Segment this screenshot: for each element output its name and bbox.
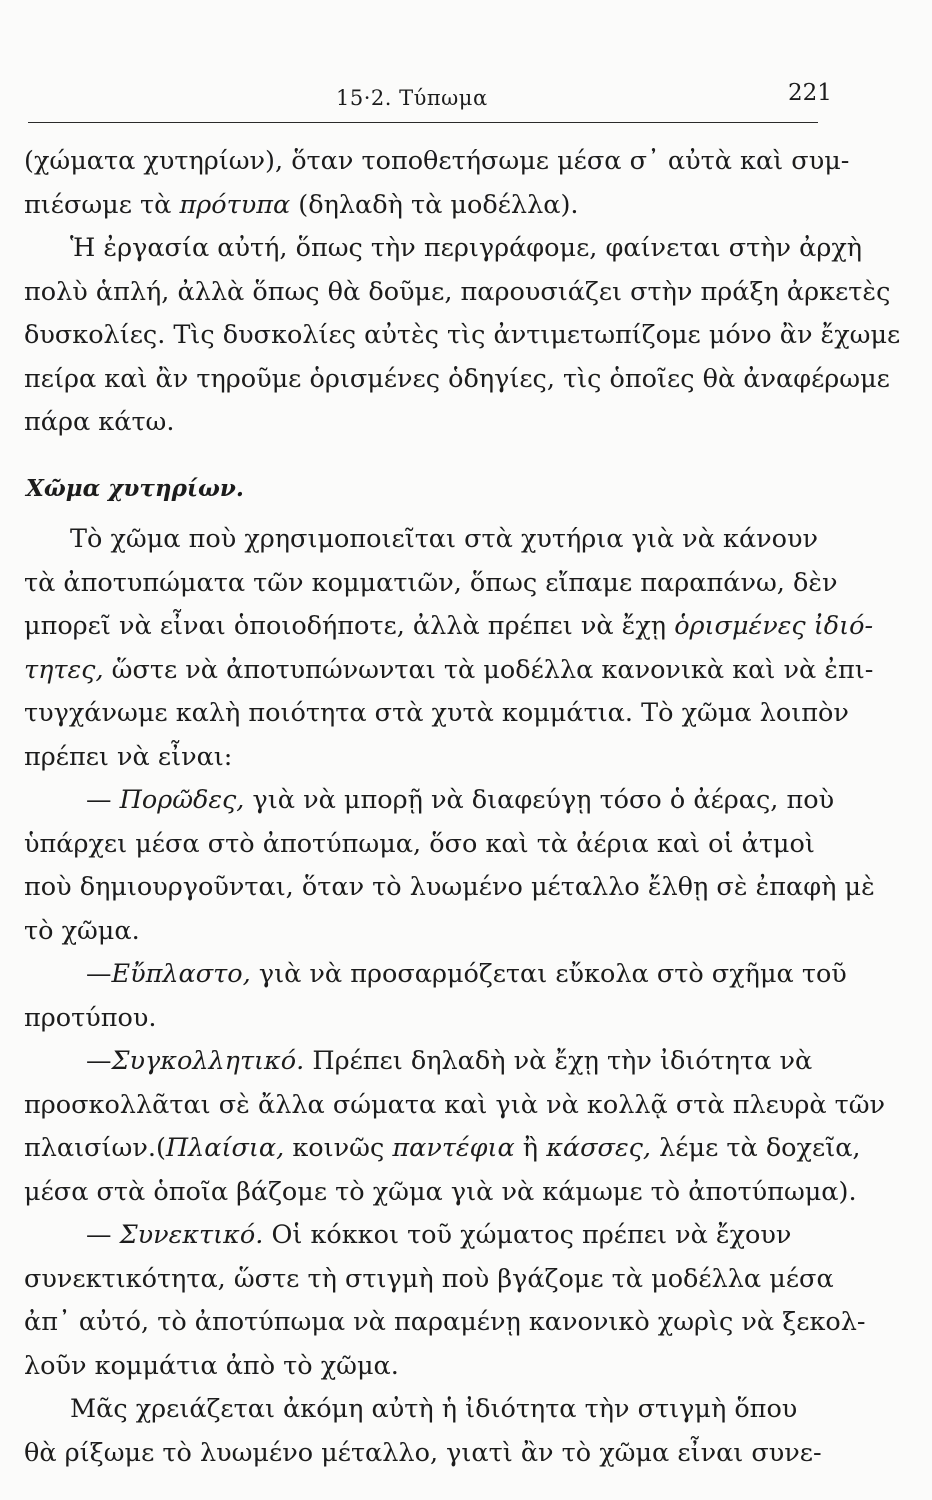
text-line: προσκολλᾶται σὲ ἄλλα σώματα καὶ γιὰ νὰ κολλᾷ στὰ πλευρὰ τῶν	[24, 1089, 886, 1120]
text-line: (χώματα χυτηρίων), ὅταν τοποθετήσωμε μέσα σ᾿ αὐτὰ καὶ συμ-	[24, 146, 850, 176]
text-line: τητες, ὥστε νὰ ἀποτυπώνωνται τὰ μοδέλλα κανονικὰ καὶ νὰ ἐπι-	[24, 654, 874, 685]
text-line: πολὺ ἁπλή, ἀλλὰ ὅπως θὰ δοῦμε, παρουσιάζει στὴν πράξη ἀρκετὲς	[24, 276, 891, 307]
text-line: πρέπει νὰ εἶναι:	[24, 741, 233, 772]
text-line: ὑπάρχει μέσα στὸ ἀποτύπωμα, ὅσο καὶ τὰ ἀέρια καὶ οἱ ἀτμοὶ	[24, 828, 815, 859]
running-head	[0, 78, 932, 118]
text-line: Ἡ ἐργασία αὐτή, ὅπως τὴν περιγράφομε, φαίνεται στὴν ἀρχὴ	[70, 233, 863, 263]
text-line: προτύπου.	[24, 1002, 157, 1033]
text-line: τὸ χῶμα.	[24, 915, 140, 946]
term: Συγκολλητικό.	[111, 1046, 305, 1076]
text-line: ποὺ δημιουργοῦνται, ὅταν τὸ λυωμένο μέταλλο ἔλθῃ σὲ ἐπαφὴ μὲ	[24, 872, 875, 902]
section-heading: Χῶμα χυτηρίων.	[26, 474, 244, 502]
term: Πορῶδες,	[119, 785, 245, 815]
text-line: ἀπ᾿ αὐτό, τὸ ἀποτύπωμα νὰ παραμένῃ κανονικὸ χωρὶς νὰ ξεκολ-	[24, 1307, 866, 1337]
text-line: μέσα στὰ ὁποῖα βάζομε τὸ χῶμα γιὰ νὰ κάμωμε τὸ ἀποτύπωμα).	[24, 1176, 857, 1207]
text-line: Τὸ χῶμα ποὺ χρησιμοποιεῖται στὰ χυτήρια γιὰ νὰ κάνουν	[70, 524, 819, 554]
term: Συνεκτικό.	[119, 1220, 264, 1250]
list-item: — Πορῶδες, γιὰ νὰ μπορῇ νὰ διαφεύγῃ τόσο ὁ ἀέρας, ποὺ	[86, 785, 835, 815]
running-title: 15·2. Τύπωμα	[336, 86, 488, 110]
emphasis: Πλαίσια,	[165, 1133, 285, 1163]
text-line: συνεκτικότητα, ὥστε τὴ στιγμὴ ποὺ βγάζομε τὰ μοδέλλα μέσα	[24, 1263, 834, 1294]
text-line: πάρα κάτω.	[24, 407, 175, 437]
list-item: —Εὔπλαστο, γιὰ νὰ προσαρμόζεται εὔκολα στὸ σχῆμα τοῦ	[86, 959, 847, 989]
term: Εὔπλαστο,	[111, 959, 251, 989]
emphasis: κάσσες,	[546, 1133, 652, 1163]
text-line: τυγχάνωμε καλὴ ποιότητα στὰ χυτὰ κομμάτια. Τὸ χῶμα λοιπὸν	[24, 698, 849, 728]
text-line: δυσκολίες. Τὶς δυσκολίες αὐτὲς τὶς ἀντιμετωπίζομε μόνο ἂν ἔχωμε	[24, 320, 901, 350]
page-number: 221	[788, 80, 832, 106]
emphasis: τητες,	[24, 654, 104, 685]
body-text	[24, 140, 901, 1475]
list-item: —Συγκολλητικό. Πρέπει δηλαδὴ νὰ ἔχῃ τὴν ἰδιότητα νὰ	[86, 1046, 813, 1076]
header-rule	[28, 122, 818, 123]
text-line: τὰ ἀποτυπώματα τῶν κομματιῶν, ὅπως εἴπαμε παραπάνω, δὲν	[24, 567, 838, 598]
text-line: πείρα καὶ ἂν τηροῦμε ὁρισμένες ὁδηγίες, τὶς ὁποῖες θὰ ἀναφέρωμε	[24, 363, 890, 394]
text-line: λοῦν κομμάτια ἀπὸ τὸ χῶμα.	[24, 1350, 399, 1381]
emphasis: πρότυπα	[179, 189, 291, 220]
emphasis: ὁρισμένες ἰδιό-	[674, 611, 874, 641]
text-line: πιέσωμε τὰ πρότυπα (δηλαδὴ τὰ μοδέλλα).	[24, 189, 579, 220]
text-line: πλαισίων.(Πλαίσια, κοινῶς παντέφια ἢ κάσσες, λέμε τὰ δοχεῖα,	[24, 1133, 861, 1163]
text-line: μπορεῖ νὰ εἶναι ὁποιοδήποτε, ἀλλὰ πρέπει νὰ ἔχῃ ὁρισμένες ἰδιό-	[24, 611, 874, 641]
list-item: — Συνεκτικό. Οἱ κόκκοι τοῦ χώματος πρέπει νὰ ἔχουν	[86, 1220, 792, 1250]
text-line: θὰ ρίξωμε τὸ λυωμένο μέταλλο, γιατὶ ἂν τὸ χῶμα εἶναι συνε-	[24, 1437, 822, 1468]
emphasis: παντέφια	[392, 1133, 515, 1163]
text-line: Μᾶς χρειάζεται ἀκόμη αὐτὴ ἡ ἰδιότητα τὴν στιγμὴ ὅπου	[70, 1394, 798, 1424]
